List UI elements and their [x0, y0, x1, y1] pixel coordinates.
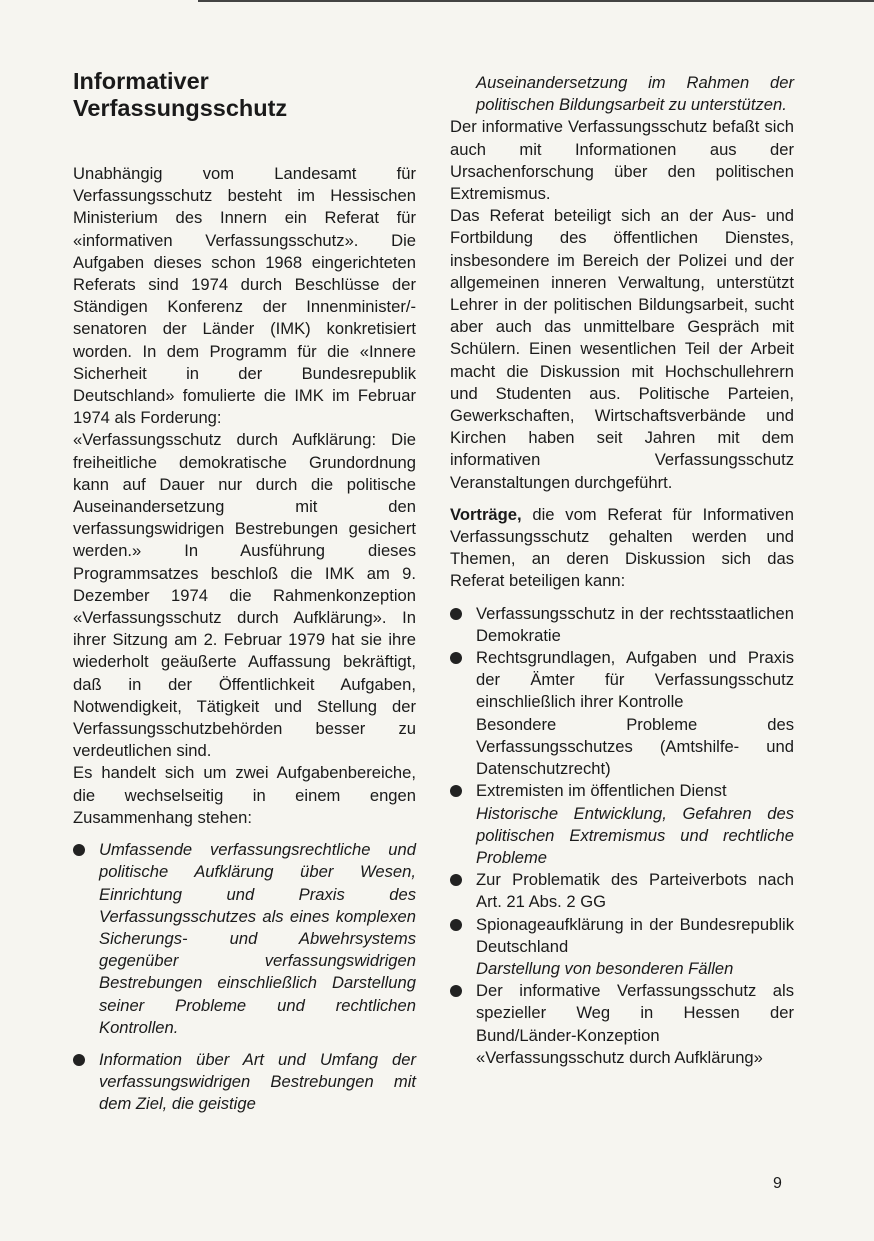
topic-title: Spionageaufklärung in der Bundesrepublik Deutschland: [476, 914, 794, 956]
lectures-label: Vorträge,: [450, 504, 522, 524]
topic-item-6: [450, 980, 794, 1069]
task-item-1: Umfassende verfassungsrechtliche und politische Aufklärung über Wesen, Einrichtung und Praxis des Verfassungsschutzes als eines komplexen Sicherungs- und Abwehrsystems gegenüber verfassungswidrigen Bestrebungen einschließlich Darstellung seiner Probleme und rechtlichen Kontrollen.: [73, 839, 416, 1039]
left-column: [73, 68, 416, 1116]
topic-subtitle: Historische Entwicklung, Gefahren des politischen Extremismus und rechtliche Probleme: [476, 803, 794, 867]
topic-title: Rechtsgrundlagen, Aufgaben und Praxis der Ämter für Verfassungsschutz einschließlich ihrer Kontrolle: [476, 648, 794, 712]
topic-item-4: [450, 869, 794, 913]
lectures-text: die vom Referat für Informativen Verfassungsschutz gehalten werden und Themen, an deren Diskussion sich das Referat beteiligen kann:: [450, 504, 794, 591]
lectures-paragraph: [450, 504, 794, 593]
training-paragraph: Das Referat beteiligt sich an der Aus- und Fortbildung des öffentlichen Dienstes, insbesondere im Bereich der Polizei und der allgemeinen inneren Verwaltung, unterstützt Lehrer in der politischen Bildungsarbeit, sucht aber auch das unmittelbare Gespräch mit Schülern. Einen wesentlichen Teil der Arbeit macht die Diskussion mit Hochschullehrern und Studenten aus. Politische Parteien, Gewerkschaften, Wirtschaftsverbände und Kirchen haben seit Jahren mit dem informativen Verfassungsschutz Veranstaltungen durchgeführt.: [450, 206, 794, 492]
page-title: [73, 68, 416, 122]
topic-extra: Besondere Probleme des Verfassungsschutzes (Amtshilfe- und Datenschutzrecht): [476, 714, 794, 779]
topic-subtitle: Darstellung von besonderen Fällen: [476, 958, 734, 978]
top-rule: [198, 0, 874, 2]
right-column: [450, 72, 794, 1069]
topic-item-1: [450, 603, 794, 647]
task-list: [73, 839, 416, 1115]
topic-item-2: [450, 647, 794, 780]
quote-paragraph: «Verfassungsschutz durch Aufklärung: Die freiheitliche demokratische Grundordnung kann auf Dauer nur durch die politische Auseinandersetzung mit den verfassungswidrigen Bestrebungen gesichert werden.» In Ausführung dieses Programmsatzes beschloß die IMK am 9. Dezember 1974 die Rahmenkonzeption «Verfassungsschutz durch Aufklärung». In ihrer Sitzung am 2. Februar 1979 hat sie ihre wiederholt geäußerte Auffassung bekräftigt, daß in der Öffentlichkeit Aufgaben, Notwendigkeit, Tätigkeit und Stellung der Verfassungsschutzbehörden besser zu verdeutlichen sind.: [73, 430, 416, 761]
topic-list: [450, 603, 794, 1069]
title-line-2: Verfassungsschutz: [73, 95, 288, 121]
topic-title: Zur Problematik des Parteiverbots nach Art. 21 Abs. 2 GG: [476, 870, 794, 912]
title-line-1: Informativer: [73, 68, 209, 94]
topic-title: Verfassungsschutz in der rechtsstaatlichen Demokratie: [476, 603, 794, 645]
intro-paragraph: Unabhängig vom Landesamt für Verfassungsschutz besteht im Hessischen Ministerium des Innern ein Referat für «informativen Verfassungsschutz». Die Aufgaben dieses schon 1968 eingerichteten Referats sind 1974 durch Beschlüsse der Ständigen Konferenz der Innenminister/-senatoren der Länder (IMK) konkretisiert worden. In dem Programm für die «Innere Sicherheit in der Bundesrepublik Deutschland» fomulierte die IMK im Februar 1974 als Forderung:: [73, 164, 416, 428]
topic-item-5: [450, 914, 794, 981]
topic-title: Der informative Verfassungsschutz als spezieller Weg in Hessen der Bund/Länder-Konzeption «Verfassungsschutz durch Aufklärung»: [476, 981, 794, 1067]
page-number: 9: [773, 1175, 782, 1192]
research-paragraph: Der informative Verfassungsschutz befaßt sich auch mit Informationen aus der Ursachenforschung über den politischen Extremismus.: [450, 117, 794, 204]
topic-item-3: [450, 780, 794, 869]
topic-title: Extremisten im öffentlichen Dienst: [476, 781, 727, 801]
task-item-2: Information über Art und Umfang der verfassungswidrigen Bestrebungen mit dem Ziel, die geistige: [73, 1049, 416, 1116]
task-item-2-continuation: Auseinandersetzung im Rahmen der politischen Bildungsarbeit zu unterstützen.: [476, 73, 794, 115]
tasks-paragraph: Es handelt sich um zwei Aufgabenbereiche, die wechselseitig in einem engen Zusammenhang stehen:: [73, 763, 416, 827]
